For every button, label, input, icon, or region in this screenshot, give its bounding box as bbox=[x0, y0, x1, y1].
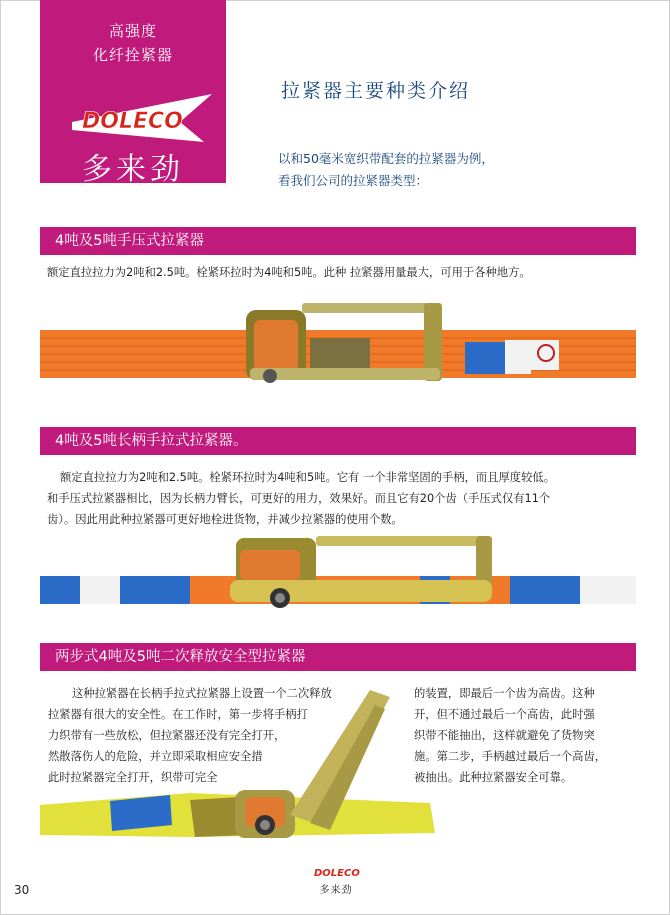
hand-press-ratchet-image bbox=[40, 298, 636, 390]
section-heading-hand-press: 4吨及5吨手压式拉紧器 bbox=[40, 227, 636, 255]
section-heading-two-step: 两步式4吨及5吨二次释放安全型拉紧器 bbox=[40, 643, 636, 671]
brand-tagline-1: 高强度 bbox=[108, 22, 157, 40]
page-title: 拉紧器主要种类介绍 bbox=[281, 80, 471, 102]
footer-logo bbox=[312, 862, 360, 882]
page-number: 30 bbox=[14, 883, 30, 897]
section-text-line: 拉紧器有很大的安全性。在工作时，第一步将手柄打 bbox=[48, 708, 308, 721]
brand-block bbox=[40, 0, 226, 187]
section-text-line: 施。第二步，手柄越过最后一个高齿， bbox=[414, 750, 607, 763]
brand-tagline-2: 化纤拴紧器 bbox=[92, 46, 173, 64]
brand-chinese-name: 多来劲 bbox=[82, 152, 184, 187]
section-text-line: 然散落伤人的危险，并立即采取相应安全措 bbox=[48, 750, 263, 763]
section-text-line: 开，但不通过最后一个高齿，此时强 bbox=[414, 708, 595, 721]
section-text-long-handle bbox=[47, 467, 607, 530]
intro-text bbox=[278, 148, 494, 192]
doleco-logo bbox=[62, 92, 212, 142]
section-text-line: 织带不能抽出，这样就避免了货物突 bbox=[414, 729, 595, 742]
svg-text:DOLECO: DOLECO bbox=[82, 109, 183, 134]
section-text-line: 力织带有一些放松，但拉紧器还没有完全打开， bbox=[48, 729, 286, 742]
section-text-line: 齿）。因此用此种拉紧器可更好地栓进货物，并减少拉紧器的使用个数。 bbox=[47, 513, 403, 526]
section-text-line: 这种拉紧器在长柄手拉式拉紧器上设置一个二次释放 bbox=[72, 687, 332, 700]
section-text-line: 和手压式拉紧器相比，因为长柄力臂长，可更好的用力，效果好。而且它有20个齿（手压式仅有11个 bbox=[47, 492, 551, 505]
section-text-line: 额定直拉拉力为2吨和2.5吨。栓紧环拉时为4吨和5吨。它有 一个非常坚固的手柄，而且厚度较低。 bbox=[60, 471, 555, 484]
intro-line-2: 看我们公司的拉紧器类型： bbox=[278, 173, 429, 188]
intro-line-1: 以和50毫米宽织带配套的拉紧器为例， bbox=[278, 151, 494, 166]
section-text-line: 被抽出。此种拉紧器安全可靠。 bbox=[414, 771, 573, 784]
footer-chinese-name: 多来劲 bbox=[319, 885, 353, 896]
section-text-line: 此时拉紧器完全打开，织带可完全 bbox=[48, 771, 218, 784]
two-step-ratchet-image bbox=[40, 685, 440, 855]
svg-text:DOLECO: DOLECO bbox=[314, 868, 360, 879]
section-text-two-step-right bbox=[414, 683, 606, 788]
section-heading-long-handle: 4吨及5吨长柄手拉式拉紧器。 bbox=[40, 427, 636, 455]
section-text-hand-press: 额定直拉拉力为2吨和2.5吨。栓紧环拉时为4吨和5吨。此种 拉紧器用量最大，可用于各种地方。 bbox=[47, 266, 531, 279]
section-text-line: 的装置，即最后一个齿为高齿。这种 bbox=[414, 687, 595, 700]
long-handle-ratchet-image bbox=[40, 530, 636, 612]
